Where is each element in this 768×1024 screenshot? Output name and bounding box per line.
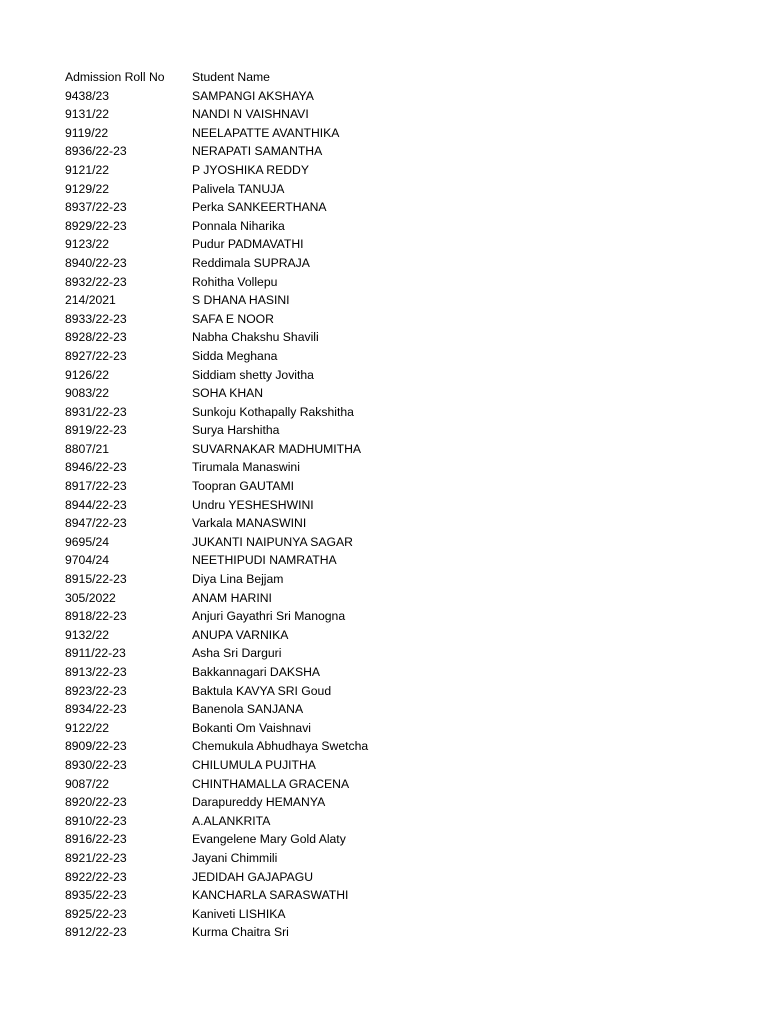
table-row xyxy=(65,868,705,887)
roll-no-cell: 8807/21 xyxy=(65,441,110,456)
roll-no-cell: 8919/22-23 xyxy=(65,423,127,438)
student-name-cell: Tirumala Manaswini xyxy=(192,460,300,475)
table-row xyxy=(65,533,705,552)
table-row xyxy=(65,328,705,347)
student-name-cell: Perka SANKEERTHANA xyxy=(192,200,327,215)
table-row xyxy=(65,830,705,849)
column-header-roll-no: Admission Roll No xyxy=(65,70,165,84)
roll-no-cell: 8920/22-23 xyxy=(65,795,127,810)
student-name-cell: S DHANA HASINI xyxy=(192,293,290,308)
student-name-cell: JUKANTI NAIPUNYA SAGAR xyxy=(192,534,353,549)
table-row xyxy=(65,923,705,942)
table-row xyxy=(65,273,705,292)
table-row xyxy=(65,124,705,143)
roll-no-cell: 8923/22-23 xyxy=(65,683,127,698)
roll-no-cell: 8937/22-23 xyxy=(65,200,127,215)
table-row xyxy=(65,663,705,682)
roll-no-cell: 9122/22 xyxy=(65,720,110,735)
student-name-cell: Bokanti Om Vaishnavi xyxy=(192,720,311,735)
student-name-cell: Anjuri Gayathri Sri Manogna xyxy=(192,609,346,624)
roll-no-cell: 8912/22-23 xyxy=(65,925,127,940)
roll-no-cell: 8944/22-23 xyxy=(65,497,127,512)
student-name-cell: A.ALANKRITA xyxy=(192,813,271,828)
student-name-cell: Sidda Meghana xyxy=(192,348,278,363)
roll-no-cell: 8915/22-23 xyxy=(65,572,127,587)
roll-no-cell: 8913/22-23 xyxy=(65,665,127,679)
roll-no-cell: 8927/22-23 xyxy=(65,348,127,363)
table-row xyxy=(65,756,705,775)
student-name-cell: Chemukula Abhudhaya Swetcha xyxy=(192,739,369,754)
roll-no-cell: 8932/22-23 xyxy=(65,274,127,289)
student-name-cell: Reddimala SUPRAJA xyxy=(192,255,310,270)
roll-no-cell: 9131/22 xyxy=(65,107,110,122)
table-row xyxy=(65,291,705,310)
student-name-cell: Nabha Chakshu Shavili xyxy=(192,330,319,345)
student-name-cell: CHINTHAMALLA GRACENA xyxy=(192,776,350,791)
table-row xyxy=(65,607,705,626)
roll-no-cell: 8931/22-23 xyxy=(65,404,127,419)
student-name-cell: KANCHARLA SARASWATHI xyxy=(192,888,349,903)
roll-no-cell: 8910/22-23 xyxy=(65,813,127,828)
table-row xyxy=(65,347,705,366)
student-name-cell: Pudur PADMAVATHI xyxy=(192,237,304,252)
table-row xyxy=(65,198,705,217)
student-name-cell: Sunkoju Kothapally Rakshitha xyxy=(192,404,354,419)
roll-no-cell: 8930/22-23 xyxy=(65,757,127,772)
roll-no-cell: 8936/22-23 xyxy=(65,144,127,159)
roll-no-cell: 8917/22-23 xyxy=(65,479,127,494)
table-row xyxy=(65,366,705,385)
student-name-cell: Surya Harshitha xyxy=(192,423,280,438)
table-row xyxy=(65,421,705,440)
table-row xyxy=(65,217,705,236)
table-row xyxy=(65,775,705,794)
student-name-cell: ANAM HARINI xyxy=(192,590,272,605)
roll-no-cell: 305/2022 xyxy=(65,590,116,605)
student-name-cell: Palivela TANUJA xyxy=(192,181,285,196)
student-name-cell: Kaniveti LISHIKA xyxy=(192,906,286,921)
table-row xyxy=(65,161,705,180)
student-name-cell: Toopran GAUTAMI xyxy=(192,479,295,494)
roll-no-cell: 214/2021 xyxy=(65,293,116,308)
roll-no-cell: 8918/22-23 xyxy=(65,609,127,624)
student-name-cell: NEELAPATTE AVANTHIKA xyxy=(192,125,340,140)
roll-no-cell: 9119/22 xyxy=(65,125,109,140)
table-row xyxy=(65,440,705,459)
student-name-cell: SAFA E NOOR xyxy=(192,311,274,326)
table-row xyxy=(65,254,705,273)
student-name-cell: Diya Lina Bejjam xyxy=(192,572,284,587)
student-name-cell: Bakkannagari DAKSHA xyxy=(192,665,321,679)
roll-no-cell: 8935/22-23 xyxy=(65,888,127,903)
roll-no-cell: 8934/22-23 xyxy=(65,702,127,717)
column-header-student-name: Student Name xyxy=(192,70,270,84)
student-name-cell: P JYOSHIKA REDDY xyxy=(192,162,309,177)
roll-no-cell: 8916/22-23 xyxy=(65,832,127,847)
roll-no-cell: 9123/22 xyxy=(65,237,110,252)
roll-no-cell: 8921/22-23 xyxy=(65,850,127,865)
roll-no-cell: 9438/23 xyxy=(65,88,110,103)
student-name-cell: Rohitha Vollepu xyxy=(192,274,278,289)
table-row xyxy=(65,700,705,719)
roll-no-cell: 8922/22-23 xyxy=(65,869,127,884)
roll-no-cell: 9129/22 xyxy=(65,181,110,196)
roll-no-cell: 8909/22-23 xyxy=(65,739,127,754)
student-name-cell: Banenola SANJANA xyxy=(192,702,304,717)
table-row xyxy=(65,793,705,812)
student-name-cell: SUVARNAKAR MADHUMITHA xyxy=(192,441,362,456)
roll-no-cell: 9126/22 xyxy=(65,367,110,382)
table-row xyxy=(65,496,705,515)
student-name-cell: Kurma Chaitra Sri xyxy=(192,925,289,940)
roll-no-cell: 8929/22-23 xyxy=(65,218,127,233)
table-row xyxy=(65,551,705,570)
table-row xyxy=(65,235,705,254)
student-name-cell: Baktula KAVYA SRI Goud xyxy=(192,683,332,698)
student-name-cell: Siddiam shetty Jovitha xyxy=(192,367,314,382)
table-row xyxy=(65,142,705,161)
roll-no-cell: 9121/22 xyxy=(65,162,110,177)
table-row xyxy=(65,514,705,533)
student-name-cell: Darapureddy HEMANYA xyxy=(192,795,326,810)
student-name-cell: Varkala MANASWINI xyxy=(192,516,307,531)
table-row xyxy=(65,570,705,589)
roll-no-cell: 8947/22-23 xyxy=(65,516,127,531)
table-row xyxy=(65,905,705,924)
table-body xyxy=(65,87,705,942)
table-row xyxy=(65,644,705,663)
student-name-cell: Evangelene Mary Gold Alaty xyxy=(192,832,346,847)
student-name-cell: CHILUMULA PUJITHA xyxy=(192,757,316,772)
roll-no-cell: 9704/24 xyxy=(65,553,110,568)
table-row xyxy=(65,403,705,422)
student-name-cell: SOHA KHAN xyxy=(192,386,264,401)
roll-no-cell: 9695/24 xyxy=(65,534,110,549)
table-row xyxy=(65,682,705,701)
student-name-cell: Ponnala Niharika xyxy=(192,218,285,233)
table-header-row xyxy=(65,68,705,87)
student-name-cell: NERAPATI SAMANTHA xyxy=(192,144,323,159)
table-row xyxy=(65,180,705,199)
table-row xyxy=(65,737,705,756)
student-name-cell: Asha Sri Darguri xyxy=(192,646,282,661)
roll-no-cell: 8933/22-23 xyxy=(65,311,127,326)
table-row xyxy=(65,105,705,124)
table-row xyxy=(65,626,705,645)
table-row xyxy=(65,310,705,329)
roll-no-cell: 8928/22-23 xyxy=(65,330,127,345)
roll-no-cell: 9083/22 xyxy=(65,386,110,401)
table-row xyxy=(65,477,705,496)
roll-no-cell: 8946/22-23 xyxy=(65,460,127,475)
student-name-cell: Undru YESHESHWINI xyxy=(192,497,314,512)
table-row xyxy=(65,458,705,477)
roll-no-cell: 9087/22 xyxy=(65,776,110,791)
student-name-cell: Jayani Chimmili xyxy=(192,850,278,865)
student-name-cell: NEETHIPUDI NAMRATHA xyxy=(192,553,337,568)
table-row xyxy=(65,812,705,831)
table-row xyxy=(65,719,705,738)
student-name-cell: ANUPA VARNIKA xyxy=(192,627,289,642)
table-row xyxy=(65,87,705,106)
table-row xyxy=(65,849,705,868)
student-name-cell: NANDI N VAISHNAVI xyxy=(192,107,309,122)
roll-no-cell: 8911/22-23 xyxy=(65,646,126,661)
roll-no-cell: 8940/22-23 xyxy=(65,255,127,270)
student-name-cell: SAMPANGI AKSHAYA xyxy=(192,88,314,103)
student-roll-table xyxy=(65,68,705,942)
table-row xyxy=(65,384,705,403)
roll-no-cell: 8925/22-23 xyxy=(65,906,127,921)
student-name-cell: JEDIDAH GAJAPAGU xyxy=(192,869,313,884)
roll-no-cell: 9132/22 xyxy=(65,627,110,642)
table-row xyxy=(65,886,705,905)
table-row xyxy=(65,589,705,608)
